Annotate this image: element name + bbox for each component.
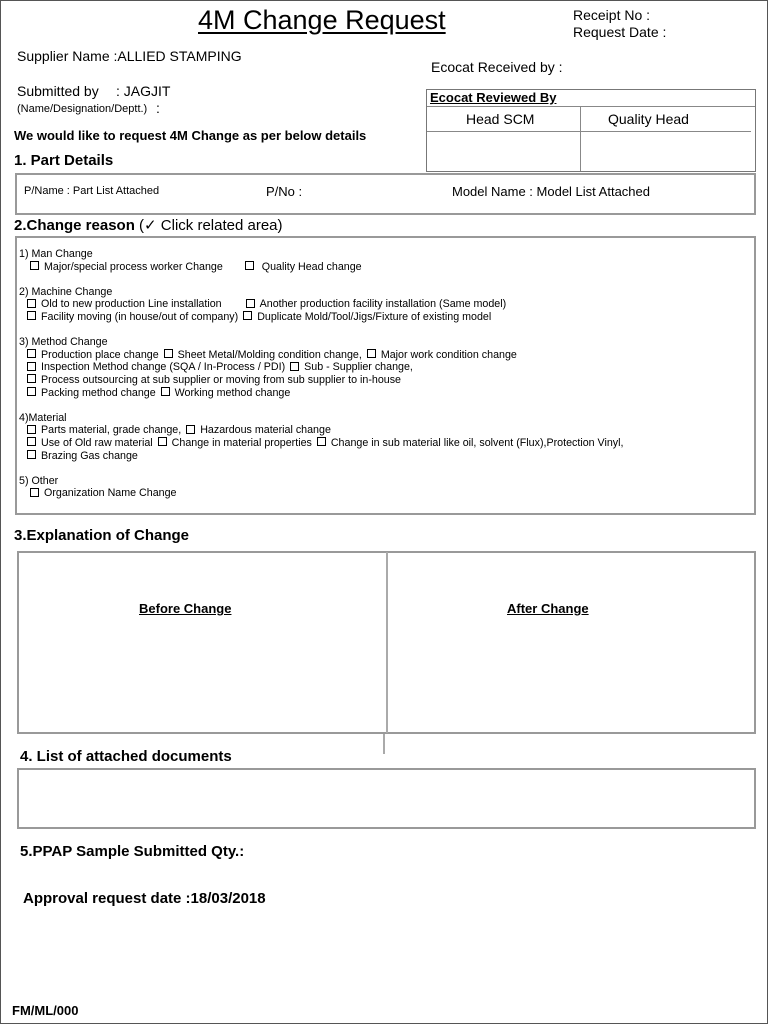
attached-docs-heading: 4. List of attached documents <box>20 748 232 765</box>
man-change-title: 1) Man Change <box>19 248 93 260</box>
supplier-name-value: ALLIED STAMPING <box>117 48 242 64</box>
option-label: Packing method change <box>41 386 156 399</box>
ecocat-received-label: Ecocat Received by : <box>431 59 563 75</box>
supplier-name-row <box>17 48 242 64</box>
part-no: P/No : <box>266 184 303 199</box>
option-label: Sub - Supplier change, <box>304 361 413 374</box>
change-reason-heading: 2.Change reason <box>14 217 135 234</box>
checkbox[interactable] <box>245 261 254 270</box>
option-label: Organization Name Change <box>44 487 177 500</box>
change-reason-list <box>19 248 624 512</box>
submitted-by-hint: (Name/Designation/Deptt.) <box>17 103 148 115</box>
option-label: Major/special process worker Change <box>44 260 223 273</box>
checkbox[interactable] <box>27 437 36 446</box>
checkbox[interactable] <box>27 387 36 396</box>
option-label: Use of Old raw material <box>41 436 153 449</box>
option-label: Major work condition change <box>380 348 517 361</box>
approval-request-date: Approval request date :18/03/2018 <box>23 890 266 907</box>
change-reason-paren: ( <box>139 217 145 234</box>
option-label: Working method change <box>174 386 291 399</box>
checkbox[interactable] <box>317 437 326 446</box>
option-label: Another production facility installation (Same model) <box>259 298 507 311</box>
submitted-by-value: : JAGJIT <box>116 83 171 99</box>
checkbox[interactable] <box>367 349 376 358</box>
other-title: 5) Other <box>19 474 59 487</box>
submitted-by-label: Submitted by <box>17 83 99 99</box>
supplier-name-label: Supplier Name : <box>17 48 118 64</box>
intro-text: We would like to request 4M Change as per below details <box>14 128 367 143</box>
option-label: Inspection Method change (SQA / In-Process / PDI) <box>41 361 286 374</box>
checkbox[interactable] <box>27 299 36 308</box>
checkbox[interactable] <box>27 425 36 434</box>
receipt-no-label: Receipt No : <box>573 7 651 23</box>
option-label: Quality Head change <box>261 260 362 273</box>
review-title: Ecocat Reviewed By <box>430 90 557 105</box>
explanation-heading: 3.Explanation of Change <box>14 527 190 544</box>
after-change-label: After Change <box>507 601 589 616</box>
check-icon: ✓ <box>144 217 157 234</box>
option-label: Facility moving (in house/out of company) <box>41 310 239 323</box>
method-change-title: 3) Method Change <box>19 336 108 349</box>
option-label: Brazing Gas change <box>41 449 138 462</box>
option-label: Sheet Metal/Molding condition change, <box>177 348 362 361</box>
review-col-head-scm: Head SCM <box>466 111 535 127</box>
request-date-label: Request Date : <box>573 24 667 40</box>
checkbox[interactable] <box>164 349 173 358</box>
checkbox[interactable] <box>186 425 195 434</box>
model-name: Model Name : Model List Attached <box>452 184 650 199</box>
checkbox[interactable] <box>161 387 170 396</box>
review-col-quality-head: Quality Head <box>608 111 689 127</box>
before-change-label: Before Change <box>139 601 232 616</box>
material-title: 4)Material <box>19 411 67 424</box>
checkbox[interactable] <box>30 488 39 497</box>
attached-docs-box[interactable] <box>17 768 756 829</box>
checkbox[interactable] <box>27 349 36 358</box>
change-reason-hint: Click related area) <box>160 217 283 234</box>
page-title: 4M Change Request <box>198 5 446 35</box>
option-label: Parts material, grade change, <box>41 424 182 437</box>
checkbox[interactable] <box>290 362 299 371</box>
checkbox[interactable] <box>30 261 39 270</box>
checkbox[interactable] <box>27 362 36 371</box>
part-name: P/Name : Part List Attached <box>24 185 160 197</box>
option-label: Duplicate Mold/Tool/Jigs/Fixture of existing model <box>257 310 492 323</box>
checkbox[interactable] <box>243 311 252 320</box>
option-label: Change in sub material like oil, solvent (Flux),Protection Vinyl, <box>330 436 624 449</box>
form-number: FM/ML/000 <box>12 1003 79 1018</box>
ppap-heading: 5.PPAP Sample Submitted Qty.: <box>20 843 245 860</box>
option-label: Hazardous material change <box>200 424 331 437</box>
checkbox[interactable] <box>27 374 36 383</box>
checkbox[interactable] <box>27 450 36 459</box>
option-label: Old to new production Line installation <box>41 298 222 311</box>
option-label: Change in material properties <box>171 436 312 449</box>
part-details-heading: 1. Part Details <box>14 152 114 169</box>
checkbox[interactable] <box>246 299 255 308</box>
submitted-by-colon: : <box>156 100 160 116</box>
checkbox[interactable] <box>27 311 36 320</box>
machine-change-title: 2) Machine Change <box>19 285 113 298</box>
change-reason-heading-row <box>14 216 283 234</box>
checkbox[interactable] <box>158 437 167 446</box>
option-label: Process outsourcing at sub supplier or moving from sub supplier to in-house <box>41 373 401 386</box>
option-label: Production place change <box>41 348 159 361</box>
